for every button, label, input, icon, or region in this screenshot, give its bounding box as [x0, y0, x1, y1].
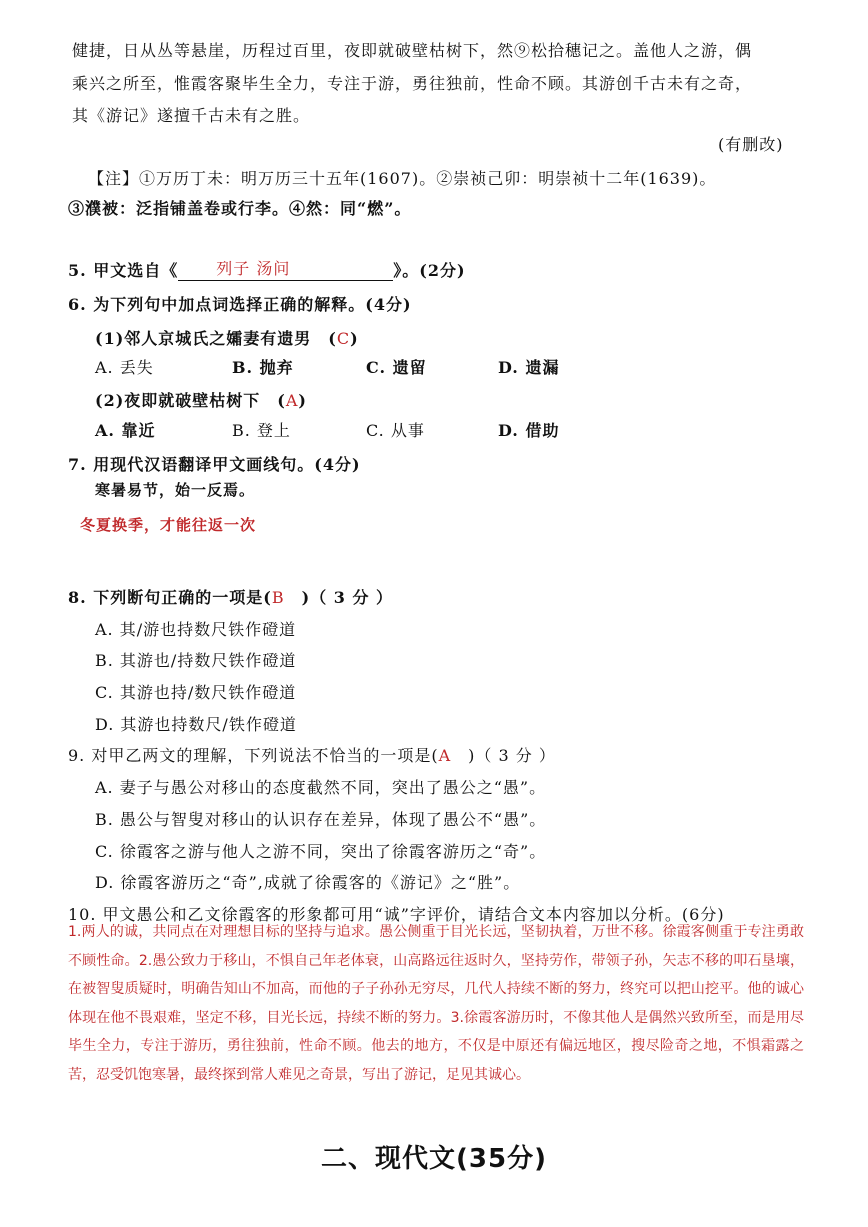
q8-option-d: D. 其游也持数尺/铁作磴道: [95, 715, 297, 734]
q10-answer: 1.两人的诚，共同点在对理想目标的坚持与追求。愚公侧重于目光长远，坚韧执着，万世不移。徐霞客侧重于专注勇敢不顾性命。2.愚公致力于移山，不惧自己年老体衰，山高路远往返时久，坚持劳作，带领子孙，矢志不移的叩石垦壤，在被智叟质疑时，明确告知山不加高，而他的子子孙孙无穷尽，几代人持续不断的努力，终究可以把山挖平。他的诚心体现在他不畏艰难，坚定不移，目光长远，持续不断的努力。3.徐霞客游历时，不像其他人是偶然兴致所至，而是用尽毕生全力，专注于游历，勇往独前，性命不顾。他去的地方，不仅是中原还有偏远地区，搜尽险奇之地，不惧霜露之苦，忍受饥饱寒暑，最终探到常人难见之奇景，写出了游记，足见其诚心。: [68, 924, 804, 1083]
q5-prefix: 5. 甲文选自《: [68, 261, 179, 280]
q6-sub2-answer: A: [285, 391, 299, 410]
passage-line-2: 乘兴之所至，惟霞客聚毕生全力，专注于游，勇往独前，性命不顾。其游创千古未有之奇，: [72, 74, 753, 93]
question-8-stem: [68, 585, 393, 608]
question-7-stem: 7. 用现代汉语翻译甲文画线句。(4分): [68, 455, 361, 474]
q9-option-d: D. 徐霞客游历之“奇”,成就了徐霞客的《游记》之“胜”。: [95, 873, 521, 892]
q6-sub1-option-b: B. 抛弃: [232, 358, 294, 377]
q7-answer: 冬夏换季，才能往返一次: [80, 516, 257, 534]
question-6-sub2: [95, 388, 307, 411]
q6-sub2-option-b: B. 登上: [232, 421, 291, 440]
passage-line-1: 健捷，日从丛等悬崖，历程过百里，夜即就破壁枯树下，然⑨松拾穗记之。盖他人之游，偶: [72, 41, 753, 60]
passage-source: (有删改): [718, 135, 784, 154]
q6-sub2-option-c: C. 从事: [366, 421, 425, 440]
question-9-stem: [68, 743, 556, 766]
q8-stem-post: )（ 3 分 ）: [284, 588, 394, 607]
q5-answer: 列子 汤问: [216, 259, 291, 278]
q9-stem-post: )（ 3 分 ）: [451, 746, 556, 765]
q6-sub2-text: (2)夜即就破壁枯树下 (: [95, 391, 286, 410]
q8-option-a: A. 其/游也持数尺铁作磴道: [95, 620, 297, 639]
q6-sub1-text: (1)邻人京城氏之孀妻有遗男 (: [95, 329, 337, 348]
notes-line-1: 【注】①万历丁未：明万历三十五年(1607)。②崇祯己卯：明崇祯十二年(1639)。: [88, 169, 717, 188]
q8-option-c: C. 其游也持/数尺铁作磴道: [95, 683, 297, 702]
q6-sub1-close: ): [350, 329, 359, 348]
q6-sub1-option-c: C. 遗留: [366, 358, 427, 377]
question-10-stem: 10. 甲文愚公和乙文徐霞客的形象都可用“诚”字评价，请结合文本内容加以分析。(6分): [68, 905, 725, 924]
q9-option-c: C. 徐霞客之游与他人之游不同，突出了徐霞客游历之“奇”。: [95, 842, 547, 861]
q6-sub1-option-d: D. 遗漏: [498, 358, 560, 377]
q9-option-b: B. 愚公与智叟对移山的认识存在差异，体现了愚公不“愚”。: [95, 810, 547, 829]
q9-option-a: A. 妻子与愚公对移山的态度截然不同，突出了愚公之“愚”。: [95, 778, 547, 797]
passage-line-3: 其《游记》遂擅千古未有之胜。: [72, 106, 311, 125]
q5-suffix: 》。(2分): [393, 261, 466, 280]
q8-option-b: B. 其游也/持数尺铁作磴道: [95, 651, 297, 670]
question-6-sub1: [95, 326, 359, 349]
q7-sentence: 寒暑易节，始一反焉。: [95, 481, 256, 499]
q6-sub2-option-d: D. 借助: [498, 421, 560, 440]
q8-answer: B: [271, 588, 285, 607]
q6-sub1-option-a: A. 丢失: [95, 358, 154, 377]
q9-answer: A: [438, 746, 452, 765]
question-6-stem: 6. 为下列句中加点词选择正确的解释。(4分): [68, 295, 412, 314]
q8-stem-pre: 8. 下列断句正确的一项是(: [68, 588, 272, 607]
q9-stem-pre: 9. 对甲乙两文的理解，下列说法不恰当的一项是(: [68, 746, 439, 765]
q6-sub2-option-a: A. 靠近: [95, 421, 156, 440]
section-title: 二、现代文(35分): [321, 1144, 547, 1174]
question-5: [68, 258, 466, 281]
q6-sub2-close: ): [298, 391, 307, 410]
notes-line-2: ③濮被：泛指铺盖卷或行李。④然：同“燃”。: [68, 199, 412, 218]
q6-sub1-answer: C: [336, 329, 351, 348]
q5-blank: [178, 260, 393, 281]
